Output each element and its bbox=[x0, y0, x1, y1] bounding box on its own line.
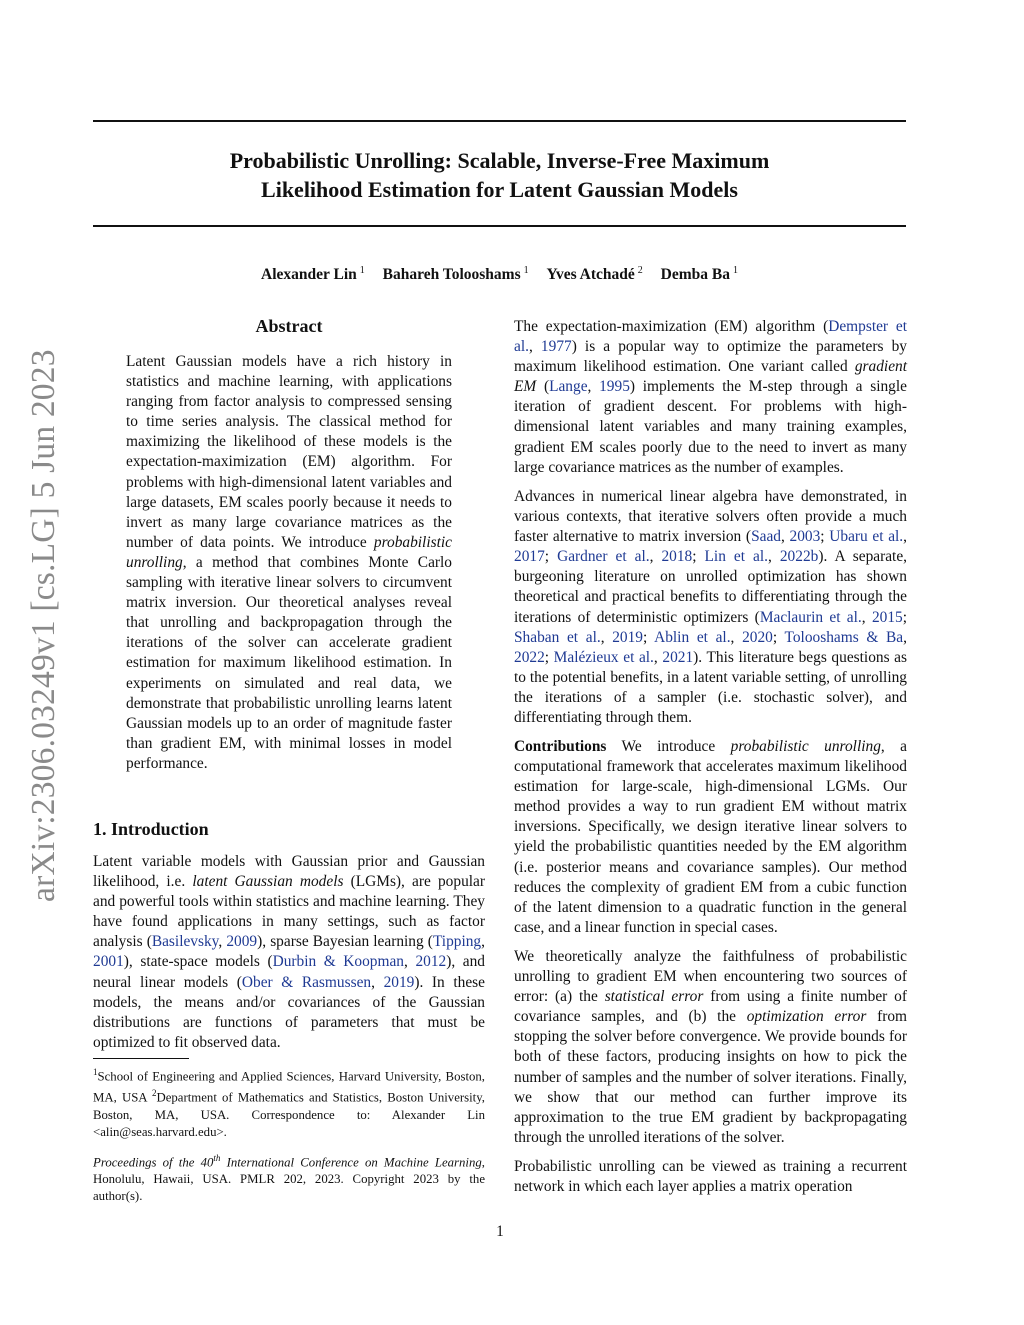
intro-paragraph: Latent variable models with Gaussian prior and Gaussian likelihood, i.e. latent Gaussian models (LGMs), are popular and powerful tools within statistics and machine learning. They have found applications in many settings, such as factor analysis (Basilevsky, 2009), sparse Bayesian learning (Tipping, 2001), state-space models (Durbin & Koopman, 2012), and neural linear models (Ober & Rasmussen, 2019). In these models, the means and/or covariances of the Gaussian distributions are functions of parameters that must be optimized to fit observed data. bbox=[93, 853, 486, 1051]
citation-link[interactable]: 1977 bbox=[540, 338, 572, 356]
abstract-heading: Abstract bbox=[255, 316, 323, 336]
citation-link[interactable]: 2019 bbox=[383, 973, 415, 991]
citation-link[interactable]: Lin et al. bbox=[704, 548, 768, 566]
author-list bbox=[93, 261, 906, 285]
body-paragraph: We theoretically analyze the faithfulness of probabilistic unrolling to gradient EM when encountering two sources of error: (a) the statistical error from using a finite number of covariance samples, and (b) the optimization error from stopping the solver before convergence. We provide bounds for both of these factors, producing insights on how to pick the number of samples and the number of solver iterations. Finally, we show that our method can further improve its approximation to the true EM gradient by backpropagating through the unrolled iterations of the solver. bbox=[514, 948, 907, 1146]
body-paragraph: Probabilistic unrolling can be viewed as training a recurrent network in which each layer applies a matrix operation bbox=[514, 1158, 907, 1196]
author: Bahareh Tolooshams $^1$ bbox=[382, 265, 529, 284]
citation-link[interactable]: Shaban et al. bbox=[514, 628, 601, 646]
citation-link[interactable]: 2001 bbox=[93, 953, 124, 971]
citation-link[interactable]: Malézieux et al. bbox=[553, 648, 654, 666]
citation-link[interactable]: Gardner et al. bbox=[557, 548, 650, 566]
citation-link[interactable]: Ubaru et al. bbox=[829, 528, 904, 546]
author: Demba Ba $^1$ bbox=[660, 265, 738, 284]
abstract-body: Latent Gaussian models have a rich history in statistics and machine learning, with applications ranging from factor analysis to compressed sensing to time series analysis. The classical method for maximizing the likelihood of these models is the expectation-maximization (EM) algorithm. For problems with high-dimensional latent variables and large datasets, EM scales poorly because it needs to invert as many large covariance matrices as the number of data points. We introduce probabilistic unrolling, a method that combines Monte Carlo sampling with iterative linear solvers to circumvent matrix inversion. Our theoretical analyses reveal that unrolling and backpropagation through the iterations of the solver can accelerate gradient estimation for maximum likelihood estimation. In experiments on simulated and real data, we demonstrate that probabilistic unrolling learns latent Gaussian models up to an order of magnitude faster than gradient EM, with minimal losses in model performance. bbox=[126, 353, 452, 772]
author: Alexander Lin $^1$ bbox=[261, 265, 365, 284]
body-paragraph: Contributions We introduce probabilistic unrolling, a computational framework that accelerates maximum likelihood estimation for large-scale, high-dimensional LGMs. Our method provides a way to run gradient EM without matrix inversions. Specifically, we design iterative linear solvers to yield the probabilistic quantities needed by the EM algorithm (i.e. posterior means and covariance samples). Our method reduces the complexity of gradient EM from a cubic function of the latent dimension to a quadratic function in the general case, and a linear function in special cases. bbox=[514, 738, 907, 936]
author: Yves Atchadé $^2$ bbox=[546, 265, 643, 284]
citation-link[interactable]: Saad bbox=[751, 528, 781, 546]
paper-title bbox=[93, 146, 906, 204]
citation-link[interactable]: 2003 bbox=[789, 528, 821, 546]
citation-link[interactable]: Ober & Rasmussen bbox=[241, 973, 372, 991]
citation-link[interactable]: 2019 bbox=[612, 628, 643, 646]
citation-link[interactable]: 1995 bbox=[599, 378, 630, 396]
citation-link[interactable]: 2022 bbox=[514, 648, 545, 666]
body-paragraph: The expectation-maximization (EM) algorithm (Dempster et al., 1977) is a popular way to optimize the parameters by maximum likelihood estimation. One variant called gradient EM (Lange, 1995) implements the M-step through a single iteration of gradient descent. For problems with high-dimensional latent variables and many training examples, gradient EM scales poorly due to the need to invert as many large covariance matrices as the number of examples. bbox=[514, 318, 907, 476]
citation-link[interactable]: Basilevsky bbox=[151, 933, 219, 951]
body-paragraph: Advances in numerical linear algebra have demonstrated, in various contexts, that iterative solvers often provide a much faster alternative to matrix inversion (Saad, 2003; Ubaru et al., 2017; Gardner et al., 2018; Lin et al., 2022b). A separate, burgeoning literature on unrolled optimization has shown theoretical and practical benefits to differentiating through the iterations of deterministic optimizers (Maclaurin et al., 2015; Shaban et al., 2019; Ablin et al., 2020; Tolooshams & Ba, 2022; Malézieux et al., 2021). This literature begs questions as to the potential benefits, in a latent variable setting, of unrolling the iterations of a sampler (i.e. stochastic solver), and differentiating through them. bbox=[514, 488, 908, 727]
footnote-rule bbox=[93, 1058, 189, 1059]
citation-link[interactable]: Dempster et al. bbox=[514, 318, 907, 356]
page-number: 1 bbox=[496, 1223, 504, 1240]
title-line-1: Probabilistic Unrolling: Scalable, Inverse-Free Maximum bbox=[229, 148, 770, 173]
proceedings-note: Proceedings of the 40th International Conference on Machine Learning, Honolulu, Hawaii, USA. PMLR 202, 2023. Copyright 2023 by the author(s). bbox=[93, 1153, 485, 1204]
top-rule bbox=[93, 120, 906, 122]
title-line-2: Likelihood Estimation for Latent Gaussian Models bbox=[261, 177, 738, 202]
citation-link[interactable]: 2009 bbox=[226, 933, 258, 951]
citation-link[interactable]: Ablin et al. bbox=[654, 628, 731, 646]
citation-link[interactable]: Maclaurin et al. bbox=[759, 608, 862, 626]
affiliation-footnote: $^1$School of Engineering and Applied Sciences, Harvard University, Boston, MA, USA $^2$Department of Mathematics and Statistics, Boston University, Boston, MA, USA. Correspondence to: Alexander Lin <alin@seas.harvard.edu>. bbox=[93, 1067, 485, 1139]
citation-link[interactable]: 2018 bbox=[661, 548, 693, 566]
citation-link[interactable]: 2021 bbox=[662, 648, 694, 666]
citation-link[interactable]: Durbin & Koopman bbox=[272, 953, 405, 971]
citation-link[interactable]: 2020 bbox=[742, 628, 773, 646]
section-heading: 1. Introduction bbox=[93, 819, 209, 839]
citation-link[interactable]: 2012 bbox=[415, 953, 447, 971]
citation-link[interactable]: Tipping bbox=[432, 933, 482, 951]
citation-link[interactable]: Lange bbox=[549, 378, 588, 396]
arxiv-stamp: arXiv:2306.03249v1 [cs.LG] 5 Jun 2023 bbox=[25, 349, 62, 902]
citation-link[interactable]: 2017 bbox=[514, 548, 545, 566]
title-bottom-rule bbox=[93, 225, 906, 227]
citation-link[interactable]: 2015 bbox=[871, 608, 903, 626]
citation-link[interactable]: Tolooshams & Ba bbox=[784, 628, 904, 646]
citation-link[interactable]: 2022b bbox=[779, 548, 819, 566]
